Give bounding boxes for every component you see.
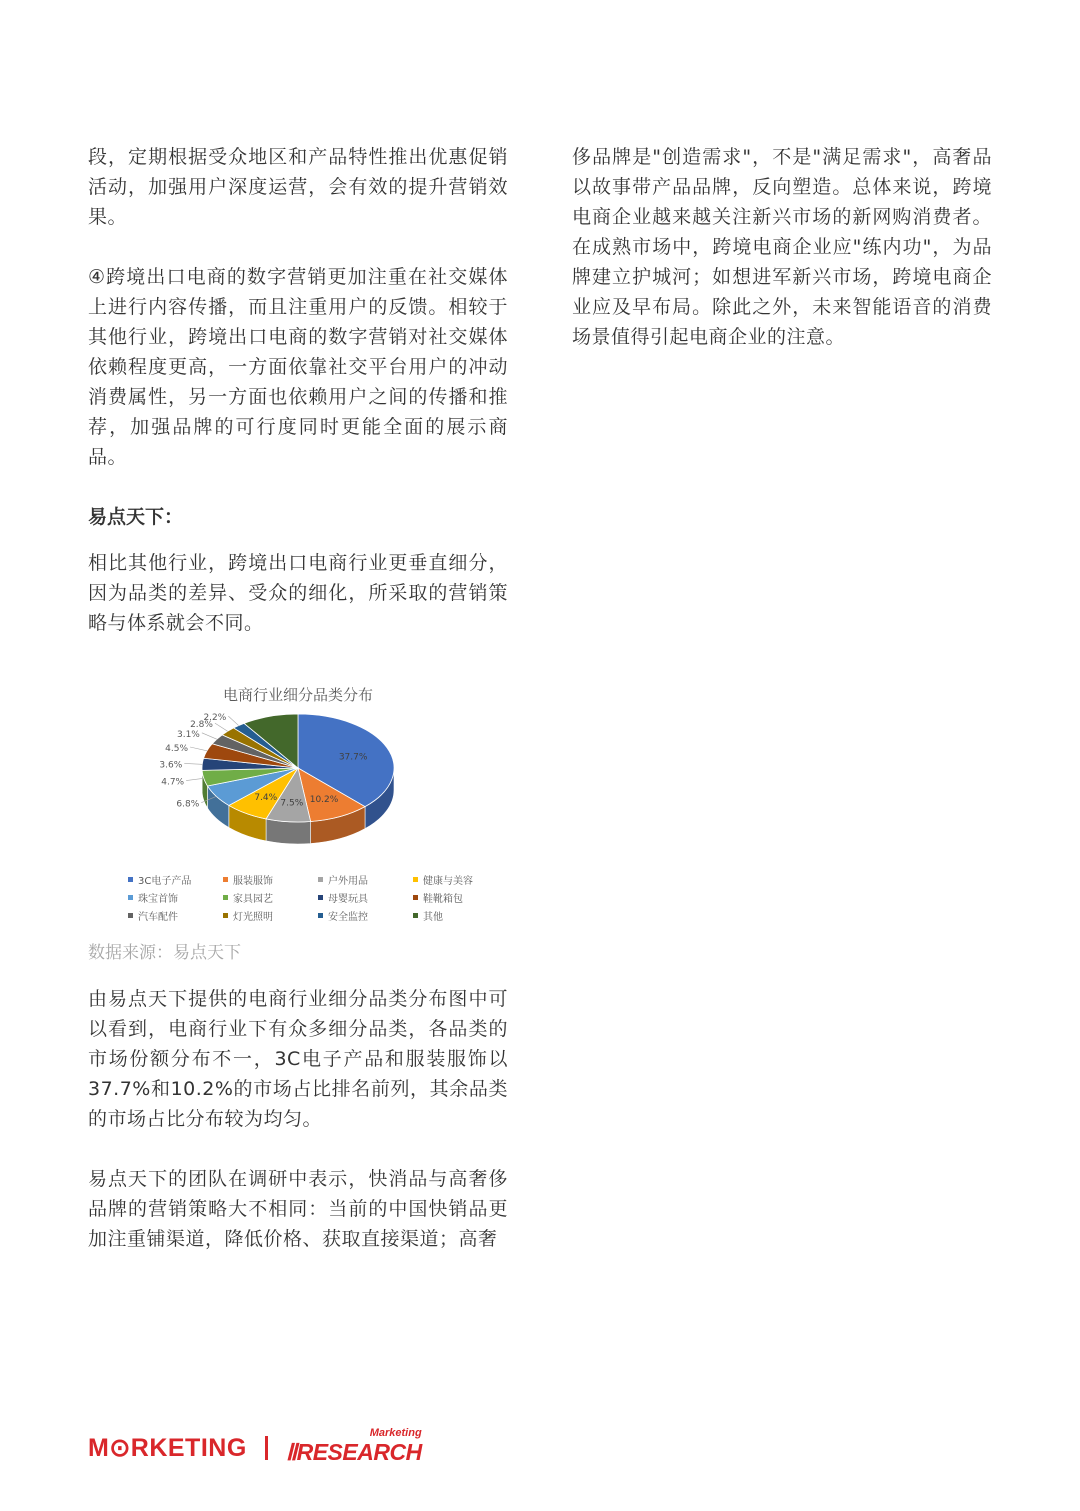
footer-logos [88,1428,422,1468]
legend-label: 安全监控 [328,912,368,923]
paragraph: 易点天下的团队在调研中表示，快消品与高奢侈品牌的营销策略大不相同：当前的中国快销品更加注重铺渠道，降低价格、获取直接渠道；高奢 [88,1168,508,1250]
legend-label: 汽车配件 [138,912,178,923]
legend-item [318,890,413,905]
legend-swatch [413,913,418,918]
legend-item [223,890,318,905]
legend-swatch [223,877,228,882]
data-source: 数据来源：易点天下 [88,943,241,963]
pie-data-label: 2.8% [190,720,213,731]
paragraph: ④跨境出口电商的数字营销更加注重在社交媒体上进行内容传播，而且注重用户的反馈。相较于其他行业，跨境出口电商的数字营销对社交媒体依赖程度更高，一方面依靠社交平台用户的冲动消费属性，另一方面也依赖用户之间的传播和推荐，加强品牌的可行度同时更能全面的展示商品。 [88,266,508,468]
research-logo [285,1426,422,1466]
pie-data-label: 2.2% [203,713,227,724]
legend-item [318,872,413,887]
logo-divider [265,1436,268,1460]
paragraph: 由易点天下提供的电商行业细分品类分布图中可以看到，电商行业下有众多细分品类，各品类的市场份额分布不一，3C电子产品和服装服饰以37.7%和10.2%的市场占比排名前列，其余品类的市场占比分布较为均匀。 [88,988,508,1130]
pie-leader-line [202,733,217,739]
legend-swatch [128,913,133,918]
legend-label: 健康与美容 [423,876,473,887]
pie-data-label: 37.7% [338,752,368,763]
pie-data-label: 3.6% [159,760,183,771]
pie-leader-line [184,763,202,764]
pie-slice-side [266,819,311,844]
legend-label: 其他 [423,912,443,923]
legend-label: 户外用品 [328,876,368,887]
legend-item [413,908,508,923]
chart-title: 电商行业细分品类分布 [222,686,373,704]
section-heading: 易点天下： [88,506,184,528]
legend-swatch [318,913,323,918]
research-logo-small-text: Marketing [369,1426,422,1439]
legend-swatch [318,895,323,900]
left-column [88,142,508,1254]
legend-label: 服装服饰 [233,876,273,887]
research-logo-text: ⅡRESEARCH [285,1438,422,1465]
legend-label: 珠宝首饰 [138,894,178,905]
pie-leader-line [190,747,207,751]
legend-swatch [318,877,323,882]
paragraph: 侈品牌是"创造需求"，不是"满足需求"，高奢品以故事带产品品牌，反向塑造。总体来说，跨境电商企业越来越关注新兴市场的新网购消费者。在成熟市场中，跨境电商企业应"练内功"，为品牌建立护城河；如想进军新兴市场，跨境电商企业应及早布局。除此之外，未来智能语音的消费场景值得引起电商企业的注意。 [572,146,992,348]
pie-data-label: 7.4% [254,793,278,804]
legend-label: 灯光照明 [233,912,273,923]
legend-swatch [223,913,228,918]
pie-data-label: 4.5% [165,744,189,755]
legend-item [223,872,318,887]
pie-chart-svg [88,706,508,866]
pie-data-label: 3.1% [176,729,200,740]
pie-leader-line [186,778,204,780]
legend-label: 母婴玩具 [328,894,368,905]
legend-item [223,908,318,923]
pie-data-label: 6.8% [176,799,200,810]
legend-swatch [128,877,133,882]
legend-swatch [223,895,228,900]
right-column [572,142,992,352]
legend-label: 家具园艺 [233,894,273,905]
pie-data-label: 7.5% [280,798,304,809]
legend-item [128,872,223,887]
legend-item [128,890,223,905]
legend-swatch [413,877,418,882]
paragraph: 相比其他行业，跨境出口电商行业更垂直细分，因为品类的差异、受众的细化，所采取的营销策略与体系就会不同。 [88,552,508,634]
pie-data-label: 4.7% [161,777,185,788]
legend-item [318,908,413,923]
legend-label: 鞋靴箱包 [423,894,463,905]
legend-swatch [128,895,133,900]
legend-label: 3C电子产品 [138,876,192,887]
pie-data-label: 10.2% [309,795,339,806]
pie-chart [88,676,508,926]
chart-legend [128,872,508,923]
paragraph: 段，定期根据受众地区和产品特性推出优惠促销活动，加强用户深度运营，会有效的提升营销效果。 [88,146,508,228]
legend-item [128,908,223,923]
legend-item [413,890,508,905]
pie-leader-line [228,716,238,725]
marketing-logo: M⊙RKETING [88,1434,247,1462]
legend-swatch [413,895,418,900]
pie-leader-line [215,723,228,731]
legend-item [413,872,508,887]
